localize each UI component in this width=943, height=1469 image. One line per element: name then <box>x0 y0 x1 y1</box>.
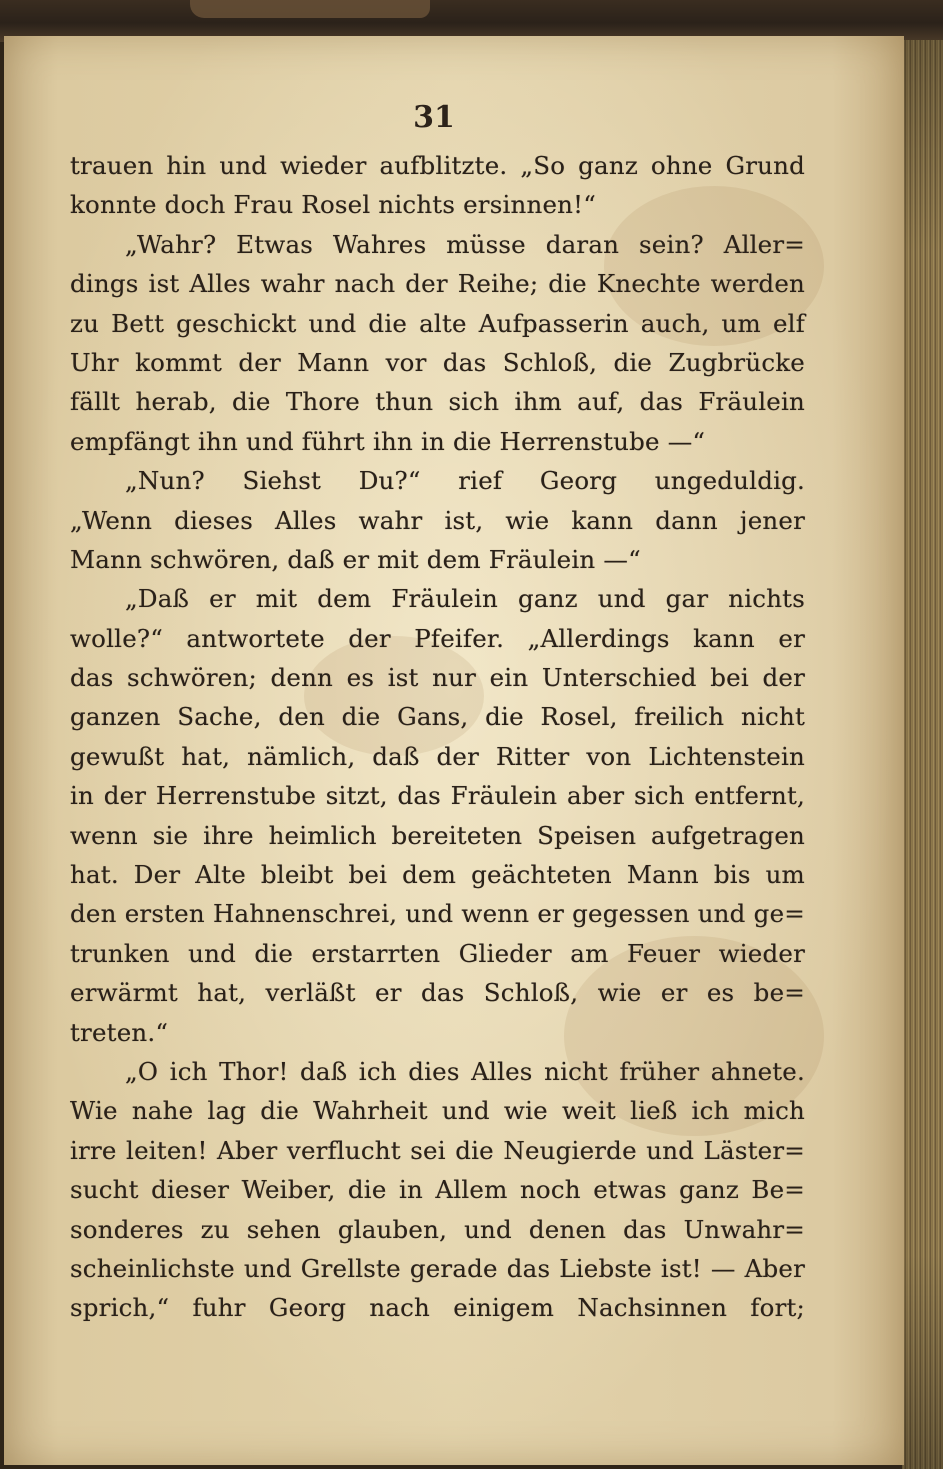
text-line: „O ich Thor! daß ich dies Alles nicht früher ahnete. <box>125 1056 805 1086</box>
text-line: trunken und die erstarrten Glieder am Feuer wieder <box>70 938 805 968</box>
text-line: sprich,“ fuhr Georg nach einigem Nachsinnen fort; <box>70 1293 805 1323</box>
text-line: zu Bett geschickt und die alte Aufpasserin auch, um elf <box>70 308 805 338</box>
text-line: dings ist Alles wahr nach der Reihe; die Knechte werden <box>70 269 805 299</box>
text-line: „Wenn dieses Alles wahr ist, wie kann dann jener <box>70 505 805 535</box>
text-line: fällt herab, die Thore thun sich ihm auf, das Fräulein <box>70 387 805 417</box>
text-line: den ersten Hahnenschrei, und wenn er gegessen und ge= <box>70 899 805 929</box>
text-line: Wie nahe lag die Wahrheit und wie weit ließ ich mich <box>70 1096 805 1126</box>
page-number: 31 <box>413 100 455 135</box>
text-line: scheinlichste und Grellste gerade das Liebste ist! — Aber <box>70 1253 805 1283</box>
text-line: erwärmt hat, verläßt er das Schloß, wie er es be= <box>70 978 805 1008</box>
text-line: wenn sie ihre heimlich bereiteten Speisen aufgetragen <box>70 820 805 850</box>
torn-paper-corner <box>190 0 430 18</box>
text-line: irre leiten! Aber verflucht sei die Neugierde und Läster= <box>70 1135 805 1165</box>
text-line: in der Herrenstube sitzt, das Fräulein aber sich entfernt, <box>70 781 805 811</box>
text-line: konnte doch Frau Rosel nichts ersinnen!“ <box>70 190 596 220</box>
text-line: Uhr kommt der Mann vor das Schloß, die Zugbrücke <box>70 347 805 377</box>
text-line: hat. Der Alte bleibt bei dem geächteten Mann bis um <box>70 860 805 890</box>
book-page <box>4 36 904 1465</box>
text-line: sonderes zu sehen glauben, und denen das Unwahr= <box>70 1214 805 1244</box>
text-line: „Wahr? Etwas Wahres müsse daran sein? Aller= <box>125 229 805 259</box>
text-line: wolle?“ antwortete der Pfeifer. „Allerdings kann er <box>70 623 805 653</box>
text-line: ganzen Sache, den die Gans, die Rosel, freilich nicht <box>70 702 805 732</box>
text-line: empfängt ihn und führt ihn in die Herrenstube —“ <box>70 426 706 456</box>
book-page-edges <box>902 40 943 1469</box>
text-line: Mann schwören, daß er mit dem Fräulein —“ <box>70 544 641 574</box>
text-line: „Nun? Siehst Du?“ rief Georg ungeduldig. <box>125 466 805 496</box>
text-line: sucht dieser Weiber, die in Allem noch etwas ganz Be= <box>70 1175 805 1205</box>
text-line: gewußt hat, nämlich, daß der Ritter von Lichtenstein <box>70 741 805 771</box>
text-line: trauen hin und wieder aufblitzte. „So ganz ohne Grund <box>70 151 805 180</box>
text-line: „Daß er mit dem Fräulein ganz und gar nichts <box>125 584 805 614</box>
text-line: das schwören; denn es ist nur ein Unterschied bei der <box>70 663 805 693</box>
body-text <box>70 146 805 1328</box>
text-line: treten.“ <box>70 1017 169 1047</box>
